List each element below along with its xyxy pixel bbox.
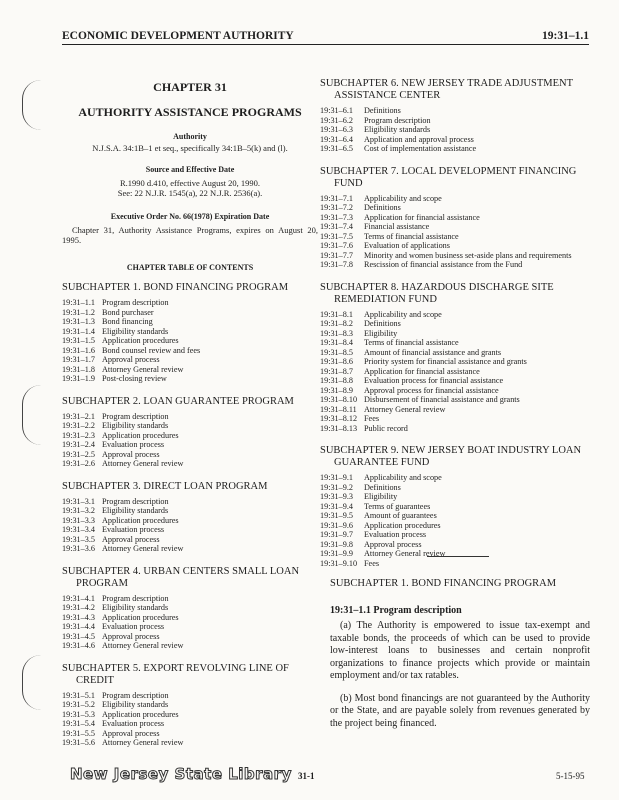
toc-item (62, 459, 318, 469)
toc-item (62, 719, 318, 729)
toc-item (62, 544, 318, 554)
toc-item-number: 19:31–1.8 (62, 364, 95, 374)
toc-subchapter-title: SUBCHAPTER 6. NEW JERSEY TRADE ADJUSTMENT ASSISTANCE CENTER (320, 78, 573, 101)
toc-item-title: Evaluation process (364, 530, 427, 539)
toc-item (62, 421, 318, 431)
toc-item-number: 19:31–1.5 (62, 336, 95, 345)
toc-item-number: 19:31–8.9 (320, 385, 353, 395)
toc-item-title: Fees (364, 558, 380, 568)
toc-item-title: Rescission of financial assistance from the Fund (364, 260, 523, 269)
toc-item-title: Terms of financial assistance (364, 231, 459, 241)
toc-item-number: 19:31–2.1 (62, 411, 95, 421)
toc-item (320, 106, 590, 116)
toc-item (62, 622, 318, 632)
toc-item-title: Terms of financial assistance (364, 338, 459, 347)
toc-item (62, 613, 318, 623)
toc-item (320, 367, 590, 377)
toc-item (62, 497, 318, 507)
right-column (320, 78, 590, 568)
toc-item-title: Post-closing review (102, 374, 167, 383)
toc-item-number: 19:31–9.2 (320, 482, 353, 492)
toc-item (320, 241, 590, 251)
toc-list (62, 691, 318, 748)
eo-text: Chapter 31, Authority Assistance Programs, expires on August 20, 1995. (62, 225, 318, 245)
toc-item-number: 19:31–7.4 (320, 222, 353, 231)
chapter-number: CHAPTER 31 (153, 80, 227, 94)
toc-subchapter (320, 445, 590, 568)
toc-item-number: 19:31–3.1 (62, 496, 95, 506)
toc-item (320, 483, 590, 493)
toc-item (62, 516, 318, 526)
toc-item-title: Attorney General review (102, 544, 184, 553)
toc-item-number: 19:31–8.5 (320, 347, 353, 357)
toc-item-number: 19:31–2.4 (62, 440, 95, 449)
source-label: Source and Effective Date (145, 165, 235, 174)
toc-item-title: Definitions (364, 203, 401, 212)
body-subchapter-title: SUBCHAPTER 1. BOND FINANCING PROGRAM (330, 578, 557, 589)
toc-item (62, 412, 318, 422)
toc-item-title: Applicability and scope (364, 473, 442, 482)
toc-item-title: Approval process for financial assistance (364, 385, 499, 395)
toc-item (62, 336, 318, 346)
toc-item (62, 641, 318, 651)
toc-item-title: Approval process (102, 631, 160, 641)
toc-item-number: 19:31–2.5 (62, 449, 95, 459)
toc-item-number: 19:31–8.10 (320, 395, 358, 404)
toc-item-title: Application for financial assistance (364, 212, 480, 222)
toc-item-number: 19:31–7.6 (320, 241, 353, 250)
toc-list (62, 412, 318, 469)
toc-item (62, 298, 318, 308)
toc-item (320, 559, 590, 569)
toc-item-number: 19:31–5.5 (62, 728, 95, 738)
toc-item-number: 19:31–5.1 (62, 690, 95, 700)
toc-item-number: 19:31–6.4 (320, 134, 353, 144)
toc-item (62, 327, 318, 337)
toc-item (320, 348, 590, 358)
toc-subchapter-title: SUBCHAPTER 5. EXPORT REVOLVING LINE OF CREDIT (62, 662, 289, 686)
body-para-a: (a) The Authority is empowered to issue tax-exempt and taxable bonds, the proceeds of which can be used to provide low-interest loans to businesses and certain nonprofit organizations to finance projects which provide or maintain employment and/or tax ratables. (330, 620, 590, 681)
toc-item (62, 710, 318, 720)
toc-item-title: Attorney General review (102, 364, 184, 374)
toc-item-number: 19:31–4.3 (62, 612, 95, 622)
toc-item-number: 19:31–8.4 (320, 338, 353, 347)
chapter-title: AUTHORITY ASSISTANCE PROGRAMS (78, 105, 302, 119)
toc-item (62, 308, 318, 318)
toc-item (320, 144, 590, 154)
body-section (330, 578, 590, 730)
toc-item-title: Application procedures (102, 709, 179, 719)
toc-item-number: 19:31–1.4 (62, 326, 95, 336)
toc-item-title: Attorney General review (364, 404, 446, 414)
toc-item-number: 19:31–9.1 (320, 473, 353, 482)
toc-item-title: Application for financial assistance (364, 366, 480, 376)
toc-item (320, 329, 590, 339)
toc-subchapter (62, 663, 318, 748)
toc-list (320, 473, 590, 568)
toc-item-title: Amount of guarantees (364, 511, 437, 520)
toc-item-number: 19:31–3.6 (62, 544, 95, 553)
page-number: 31-1 (298, 771, 315, 781)
toc-right (320, 78, 590, 568)
toc-subchapter (320, 166, 590, 270)
toc-item (320, 473, 590, 483)
toc-list (62, 497, 318, 554)
page-date: 5-15-95 (556, 771, 585, 781)
body-para-b: (b) Most bond financings are not guaranteed by the Authority or the State, and are payable solely from revenues generated by the project being financed. (330, 692, 590, 729)
toc-item-number: 19:31–5.4 (62, 719, 95, 728)
body-section-title: 19:31–1.1 Program description (330, 605, 462, 616)
toc-list (320, 194, 590, 270)
toc-list (62, 594, 318, 651)
toc-item (320, 530, 590, 540)
eo-label: Executive Order No. 66(1978) Expiration Date (110, 212, 270, 221)
toc-item (62, 355, 318, 365)
toc-item-number: 19:31–8.13 (320, 423, 358, 433)
toc-item-title: Approval process (102, 728, 160, 738)
toc-item (62, 594, 318, 604)
toc-item-number: 19:31–7.5 (320, 231, 353, 241)
toc-item-title: Application procedures (102, 515, 179, 525)
toc-item (320, 213, 590, 223)
toc-item-title: Application and approval process (364, 134, 474, 144)
toc-subchapter-title: SUBCHAPTER 3. DIRECT LOAN PROGRAM (62, 480, 268, 492)
toc-item-number: 19:31–4.4 (62, 622, 95, 631)
toc-item-title: Terms of guarantees (364, 501, 431, 511)
header-section: 19:31–1.1 (542, 30, 589, 42)
toc-item-title: Eligibility standards (364, 125, 431, 134)
toc-item-title: Definitions (364, 482, 401, 492)
toc-item-title: Amount of financial assistance and grants (364, 347, 502, 357)
toc-item-number: 19:31–1.2 (62, 307, 95, 317)
toc-left (62, 282, 318, 748)
toc-item (320, 502, 590, 512)
toc-item-number: 19:31–9.3 (320, 492, 353, 501)
toc-item-number: 19:31–1.7 (62, 355, 95, 364)
toc-subchapter (62, 396, 318, 469)
toc-item-number: 19:31–6.2 (320, 115, 353, 125)
toc-item-title: Eligibility standards (102, 700, 169, 709)
toc-item-title: Bond purchaser (102, 307, 154, 317)
toc-item-number: 19:31–4.1 (62, 593, 95, 603)
toc-item-title: Definitions (364, 319, 401, 328)
toc-item (62, 346, 318, 356)
toc-item-title: Definitions (364, 106, 401, 115)
header-title: ECONOMIC DEVELOPMENT AUTHORITY (62, 30, 294, 42)
toc-item-title: Program description (102, 411, 169, 421)
toc-item-number: 19:31–8.6 (320, 357, 353, 366)
toc-item (62, 506, 318, 516)
toc-item-title: Application procedures (102, 336, 179, 345)
toc-item (320, 310, 590, 320)
toc-item-number: 19:31–3.3 (62, 515, 95, 525)
toc-item (320, 222, 590, 232)
toc-item (320, 492, 590, 502)
toc-item-number: 19:31–4.6 (62, 641, 95, 650)
toc-item (320, 395, 590, 405)
toc-item-title: Application procedures (364, 520, 441, 530)
toc-item (320, 232, 590, 242)
source-line-1: R.1990 d.410, effective August 20, 1990. (119, 178, 261, 188)
toc-item-number: 19:31–1.3 (62, 317, 95, 326)
toc-item-number: 19:31–5.6 (62, 738, 95, 747)
toc-item-title: Cost of implementation assistance (364, 144, 477, 153)
library-stamp: New Jersey State Library (70, 765, 292, 783)
toc-item (320, 521, 590, 531)
toc-item-number: 19:31–3.4 (62, 525, 95, 534)
toc-subchapter (320, 282, 590, 434)
toc-item (320, 511, 590, 521)
toc-subchapter (320, 78, 590, 154)
toc-item (62, 603, 318, 613)
toc-item-number: 19:31–7.2 (320, 203, 353, 212)
toc-item-title: Bond financing (102, 317, 153, 326)
toc-item (62, 691, 318, 701)
toc-item-title: Attorney General review (102, 641, 184, 650)
toc-subchapter (62, 566, 318, 651)
toc-item (62, 738, 318, 748)
toc-item-title: Fees (364, 414, 380, 423)
toc-item-number: 19:31–9.7 (320, 530, 353, 539)
toc-item (62, 700, 318, 710)
toc-item-title: Attorney General review (364, 549, 446, 558)
toc-item (62, 365, 318, 375)
toc-item (320, 203, 590, 213)
toc-item-title: Approval process (102, 449, 160, 459)
source-line-2: See: 22 N.J.R. 1545(a), 22 N.J.R. 2536(a). (117, 188, 263, 198)
toc-item-number: 19:31–8.2 (320, 319, 353, 328)
toc-item-number: 19:31–6.3 (320, 125, 353, 134)
toc-subchapter-title: SUBCHAPTER 4. URBAN CENTERS SMALL LOAN PROGRAM (62, 565, 300, 589)
toc-label: CHAPTER TABLE OF CONTENTS (126, 263, 254, 272)
toc-item-number: 19:31–9.4 (320, 501, 353, 511)
toc-item (62, 431, 318, 441)
toc-item-title: Evaluation process for financial assistance (364, 376, 504, 385)
margin-mark (22, 385, 41, 445)
toc-subchapter (62, 481, 318, 554)
toc-item-number: 19:31–8.11 (320, 404, 357, 414)
toc-item-number: 19:31–3.5 (62, 534, 95, 544)
toc-item (320, 540, 590, 550)
toc-item-title: Evaluation process (102, 719, 165, 728)
toc-item-number: 19:31–2.2 (62, 421, 95, 430)
toc-item-title: Evaluation of applications (364, 241, 450, 250)
toc-item-title: Disbursement of financial assistance and grants (364, 395, 520, 404)
toc-item-title: Application procedures (102, 612, 179, 622)
toc-subchapter-title: SUBCHAPTER 7. LOCAL DEVELOPMENT FINANCING FUND (320, 165, 577, 189)
toc-item-number: 19:31–9.10 (320, 558, 358, 568)
toc-item-number: 19:31–5.2 (62, 700, 95, 709)
toc-item-number: 19:31–8.1 (320, 309, 353, 319)
toc-item (320, 251, 590, 261)
toc-item-title: Attorney General review (102, 738, 184, 747)
toc-item-title: Eligibility (364, 492, 398, 501)
toc-item-title: Program description (102, 496, 169, 506)
toc-item-title: Eligibility standards (102, 603, 169, 612)
toc-item (62, 535, 318, 545)
toc-item (320, 386, 590, 396)
toc-item-title: Application procedures (102, 430, 179, 440)
toc-item (62, 317, 318, 327)
toc-item-title: Approval process (102, 355, 160, 364)
toc-item-number: 19:31–8.3 (320, 328, 353, 338)
toc-item-title: Approval process (364, 539, 422, 549)
authority-label: Authority (173, 132, 207, 141)
margin-mark (22, 80, 41, 130)
toc-item-title: Applicability and scope (364, 309, 442, 319)
toc-item-title: Bond counsel review and fees (102, 345, 201, 355)
toc-subchapter-title: SUBCHAPTER 2. LOAN GUARANTEE PROGRAM (62, 395, 294, 407)
toc-item-title: Financial assistance (364, 222, 430, 231)
toc-item (62, 440, 318, 450)
toc-item (320, 260, 590, 270)
toc-item (62, 450, 318, 460)
toc-item (320, 357, 590, 367)
toc-subchapter (62, 282, 318, 384)
toc-item-number: 19:31–7.3 (320, 212, 353, 222)
toc-item-number: 19:31–7.8 (320, 260, 353, 269)
toc-item-number: 19:31–8.8 (320, 376, 353, 385)
toc-item-title: Program description (102, 593, 169, 603)
toc-item (320, 135, 590, 145)
toc-item (62, 729, 318, 739)
toc-item-number: 19:31–1.6 (62, 345, 95, 355)
toc-item-title: Minority and women business set-aside plans and requirements (364, 250, 572, 260)
toc-item-number: 19:31–8.12 (320, 414, 358, 423)
toc-item (320, 376, 590, 386)
toc-item-title: Evaluation process (102, 525, 165, 534)
toc-item-title: Eligibility standards (102, 506, 169, 515)
toc-item-number: 19:31–1.1 (62, 298, 95, 307)
section-divider (427, 556, 489, 557)
toc-item-number: 19:31–1.9 (62, 374, 95, 383)
toc-item-number: 19:31–9.9 (320, 549, 353, 558)
toc-item-title: Eligibility standards (102, 326, 169, 336)
toc-subchapter-title: SUBCHAPTER 9. NEW JERSEY BOAT INDUSTRY LOAN GUARANTEE FUND (320, 445, 582, 468)
toc-item-title: Priority system for financial assistance and grants (364, 357, 527, 366)
toc-item-number: 19:31–9.5 (320, 511, 353, 520)
toc-item-number: 19:31–4.2 (62, 603, 95, 612)
toc-subchapter-title: SUBCHAPTER 8. HAZARDOUS DISCHARGE SITE REMEDIATION FUND (320, 281, 554, 305)
toc-item-title: Eligibility standards (102, 421, 169, 430)
toc-item-title: Evaluation process (102, 440, 165, 449)
toc-item-number: 19:31–8.7 (320, 366, 353, 376)
toc-item (62, 374, 318, 384)
toc-item (62, 632, 318, 642)
toc-item-title: Evaluation process (102, 622, 165, 631)
toc-item (320, 125, 590, 135)
toc-item-title: Attorney General review (102, 459, 184, 468)
toc-item (62, 525, 318, 535)
toc-item (320, 424, 590, 434)
toc-item-title: Program description (364, 115, 431, 125)
toc-subchapter-title: SUBCHAPTER 1. BOND FINANCING PROGRAM (62, 282, 289, 293)
toc-item-number: 19:31–2.3 (62, 430, 95, 440)
toc-item-number: 19:31–6.5 (320, 144, 353, 153)
toc-item (320, 338, 590, 348)
toc-item-number: 19:31–9.8 (320, 539, 353, 549)
toc-list (320, 106, 590, 154)
toc-item-title: Program description (102, 298, 169, 307)
toc-item-number: 19:31–6.1 (320, 106, 353, 115)
running-header (62, 30, 589, 45)
toc-item (320, 319, 590, 329)
left-column (62, 80, 318, 748)
toc-item-number: 19:31–3.2 (62, 506, 95, 515)
toc-item-title: Applicability and scope (364, 193, 442, 203)
toc-item-number: 19:31–7.1 (320, 193, 353, 203)
toc-item (320, 414, 590, 424)
authority-text: N.J.S.A. 34:1B–1 et seq., specifically 34:1B–5(k) and (l). (92, 143, 288, 153)
toc-item-number: 19:31–5.3 (62, 709, 95, 719)
toc-list (320, 310, 590, 434)
toc-item (320, 116, 590, 126)
toc-item-number: 19:31–2.6 (62, 459, 95, 468)
toc-item-title: Approval process (102, 534, 160, 544)
toc-item-title: Program description (102, 690, 169, 700)
toc-item-title: Eligibility (364, 328, 398, 338)
toc-item (320, 549, 590, 559)
toc-item (320, 405, 590, 415)
toc-item-number: 19:31–7.7 (320, 250, 353, 260)
toc-item-number: 19:31–4.5 (62, 631, 95, 641)
margin-mark (22, 655, 41, 710)
toc-item-title: Public record (364, 423, 408, 433)
toc-item-number: 19:31–9.6 (320, 520, 353, 530)
toc-item (320, 194, 590, 204)
toc-list (62, 298, 318, 384)
